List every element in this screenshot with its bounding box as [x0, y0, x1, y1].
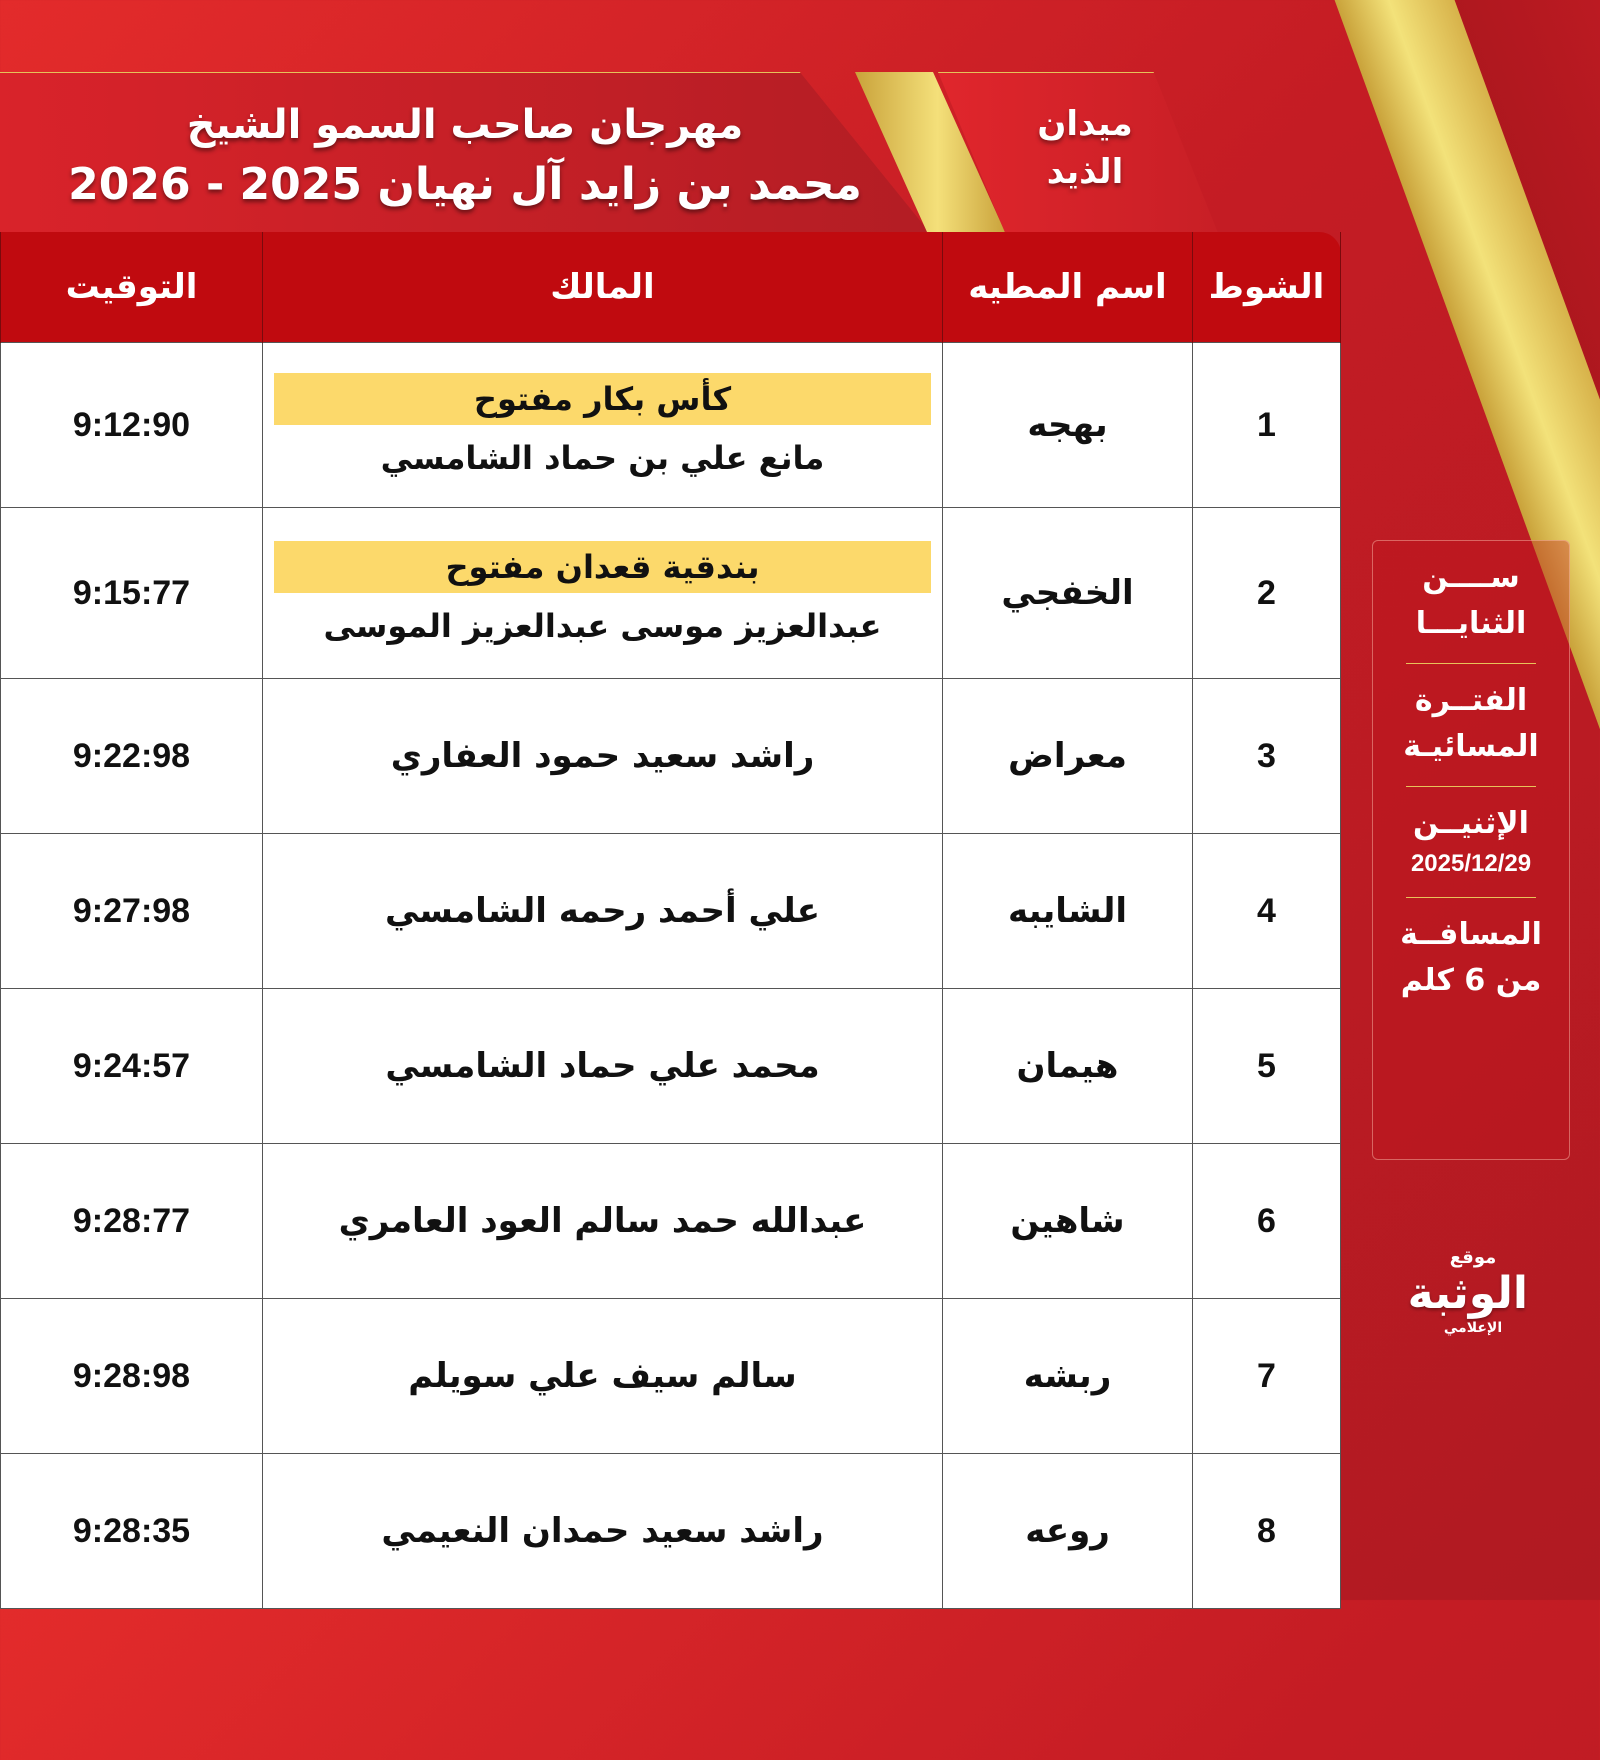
- race-time: 9:24:57: [1, 989, 263, 1144]
- venue-line-1: ميدان: [1037, 104, 1133, 144]
- camel-name: هيمان: [943, 989, 1193, 1144]
- venue-line-2: الذيد: [1046, 152, 1124, 192]
- race-time: 9:28:77: [1, 1144, 263, 1299]
- owner-cell: [263, 508, 943, 679]
- camel-name: ربشه: [943, 1299, 1193, 1454]
- award-label: بندقية قعدان مفتوح: [274, 541, 931, 593]
- race-number: 3: [1193, 679, 1341, 834]
- camel-name: روعه: [943, 1454, 1193, 1609]
- period-line-1: الفتــرة: [1414, 683, 1528, 718]
- distance: [1373, 898, 1569, 1004]
- race-time: 9:12:90: [1, 343, 263, 508]
- distance-line-1: المسافــة: [1400, 917, 1542, 952]
- camel-name: معراض: [943, 679, 1193, 834]
- race-time: 9:22:98: [1, 679, 263, 834]
- logo-main-text: الوثبة: [1407, 1268, 1528, 1319]
- results-table: [0, 232, 1341, 1609]
- age-line-1: ســــن: [1422, 560, 1520, 595]
- header-num: الشوط: [1193, 232, 1341, 343]
- owner-name: راشد سعيد حمود العفاري: [263, 679, 943, 834]
- owner-name: مانع علي بن حماد الشامسي: [380, 439, 825, 477]
- table-row: [1, 834, 1341, 989]
- race-number: 8: [1193, 1454, 1341, 1609]
- logo-sub-text: الإعلامي: [1443, 1320, 1503, 1336]
- table-row: [1, 1299, 1341, 1454]
- table-row: [1, 343, 1341, 508]
- race-info-panel: [1372, 540, 1570, 1160]
- site-logo: [1407, 1247, 1528, 1338]
- race-number: 1: [1193, 343, 1341, 508]
- header-owner: المالك: [263, 232, 943, 343]
- race-day: [1373, 787, 1569, 881]
- header-camel: اسم المطيه: [943, 232, 1193, 343]
- title-line-1: مهرجان صاحب السمو الشيخ: [186, 102, 744, 148]
- age-line-2: الثنايـــا: [1415, 606, 1527, 641]
- race-time: 9:28:98: [1, 1299, 263, 1454]
- table-row: [1, 989, 1341, 1144]
- race-number: 4: [1193, 834, 1341, 989]
- table-header-row: [1, 232, 1341, 343]
- page-title: [40, 95, 890, 215]
- owner-name: علي أحمد رحمه الشامسي: [263, 834, 943, 989]
- table-row: [1, 508, 1341, 679]
- owner-name: سالم سيف علي سويلم: [263, 1299, 943, 1454]
- race-number: 5: [1193, 989, 1341, 1144]
- period-line-2: المسائيـة: [1403, 729, 1539, 764]
- owner-cell: [263, 343, 943, 508]
- camel-name: شاهين: [943, 1144, 1193, 1299]
- race-time: 9:27:98: [1, 834, 263, 989]
- logo-top-text: موقع: [1449, 1247, 1497, 1268]
- race-time: 9:28:35: [1, 1454, 263, 1609]
- race-number: 2: [1193, 508, 1341, 679]
- camel-name: بهجه: [943, 343, 1193, 508]
- distance-line-2: من 6 كلم: [1400, 963, 1542, 998]
- period: [1373, 664, 1569, 770]
- table-row: [1, 1144, 1341, 1299]
- owner-name: محمد علي حماد الشامسي: [263, 989, 943, 1144]
- venue-label: [1010, 100, 1160, 196]
- owner-name: عبدالله حمد سالم العود العامري: [263, 1144, 943, 1299]
- header-time: التوقيت: [1, 232, 263, 343]
- age-category: [1373, 541, 1569, 647]
- table-row: [1, 679, 1341, 834]
- owner-name: عبدالعزيز موسى عبدالعزيز الموسى: [323, 607, 882, 645]
- camel-name: الخفجي: [943, 508, 1193, 679]
- owner-name: راشد سعيد حمدان النعيمي: [263, 1454, 943, 1609]
- camel-name: الشايبه: [943, 834, 1193, 989]
- day-label: الإثنيــن: [1413, 806, 1529, 841]
- award-label: كأس بكار مفتوح: [274, 373, 931, 425]
- race-date: 2025/12/29: [1410, 850, 1532, 877]
- table-row: [1, 1454, 1341, 1609]
- race-number: 7: [1193, 1299, 1341, 1454]
- title-line-2: محمد بن زايد آل نهيان 2025 - 2026: [68, 159, 862, 210]
- race-time: 9:15:77: [1, 508, 263, 679]
- race-number: 6: [1193, 1144, 1341, 1299]
